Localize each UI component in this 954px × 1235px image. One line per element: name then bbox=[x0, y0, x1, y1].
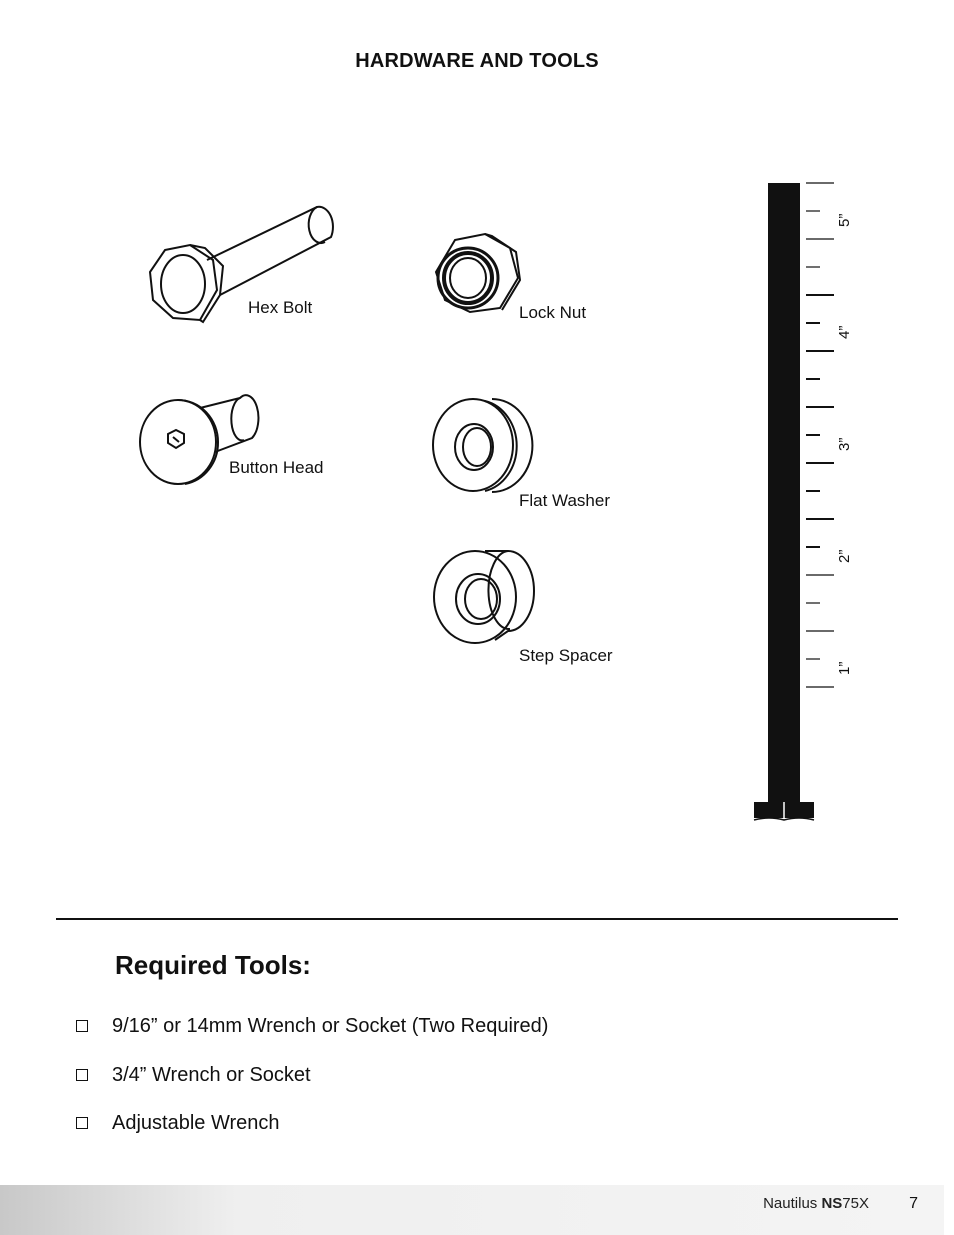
tool-checkbox[interactable] bbox=[76, 1117, 88, 1129]
page-number: 7 bbox=[909, 1195, 918, 1212]
footer-brand-bold: NS bbox=[821, 1195, 843, 1212]
tool-item[interactable] bbox=[76, 1108, 280, 1138]
lock-nut-label: Lock Nut bbox=[519, 303, 587, 322]
flat-washer-label: Flat Washer bbox=[519, 491, 611, 510]
step-spacer-icon bbox=[430, 545, 540, 650]
footer-brand-prefix: Nautilus bbox=[763, 1195, 822, 1212]
ruler-label-4: 4” bbox=[836, 325, 853, 339]
flat-washer-icon bbox=[430, 395, 530, 495]
button-head-label: Button Head bbox=[229, 458, 324, 477]
page-footer bbox=[0, 1185, 944, 1235]
tool-checkbox[interactable] bbox=[76, 1069, 88, 1081]
ruler-label-3: 3” bbox=[836, 437, 853, 451]
tool-item[interactable] bbox=[76, 1011, 548, 1041]
tool-item-label: 9/16” or 14mm Wrench or Socket (Two Required) bbox=[112, 1014, 549, 1037]
tool-item-label: 3/4” Wrench or Socket bbox=[112, 1063, 311, 1086]
tool-item[interactable] bbox=[76, 1060, 311, 1090]
hex-bolt-label: Hex Bolt bbox=[248, 298, 313, 317]
measurement-ruler bbox=[745, 175, 865, 835]
footer-brand bbox=[763, 1195, 869, 1212]
footer-brand-suffix: 75X bbox=[842, 1195, 869, 1212]
tools-heading: Required Tools: bbox=[115, 950, 311, 980]
ruler-label-2: 2” bbox=[836, 549, 853, 563]
page-title: HARDWARE AND TOOLS bbox=[355, 50, 599, 72]
tool-item-label: Adjustable Wrench bbox=[112, 1111, 280, 1134]
ruler-label-5: 5” bbox=[836, 213, 853, 227]
ruler-graphic bbox=[745, 175, 865, 835]
step-spacer-label: Step Spacer bbox=[519, 646, 613, 665]
hex-bolt-icon bbox=[145, 200, 345, 325]
lock-nut-icon bbox=[430, 230, 525, 315]
section-divider bbox=[56, 918, 898, 920]
tool-checkbox[interactable] bbox=[76, 1020, 88, 1032]
ruler-label-1: 1” bbox=[836, 661, 853, 675]
